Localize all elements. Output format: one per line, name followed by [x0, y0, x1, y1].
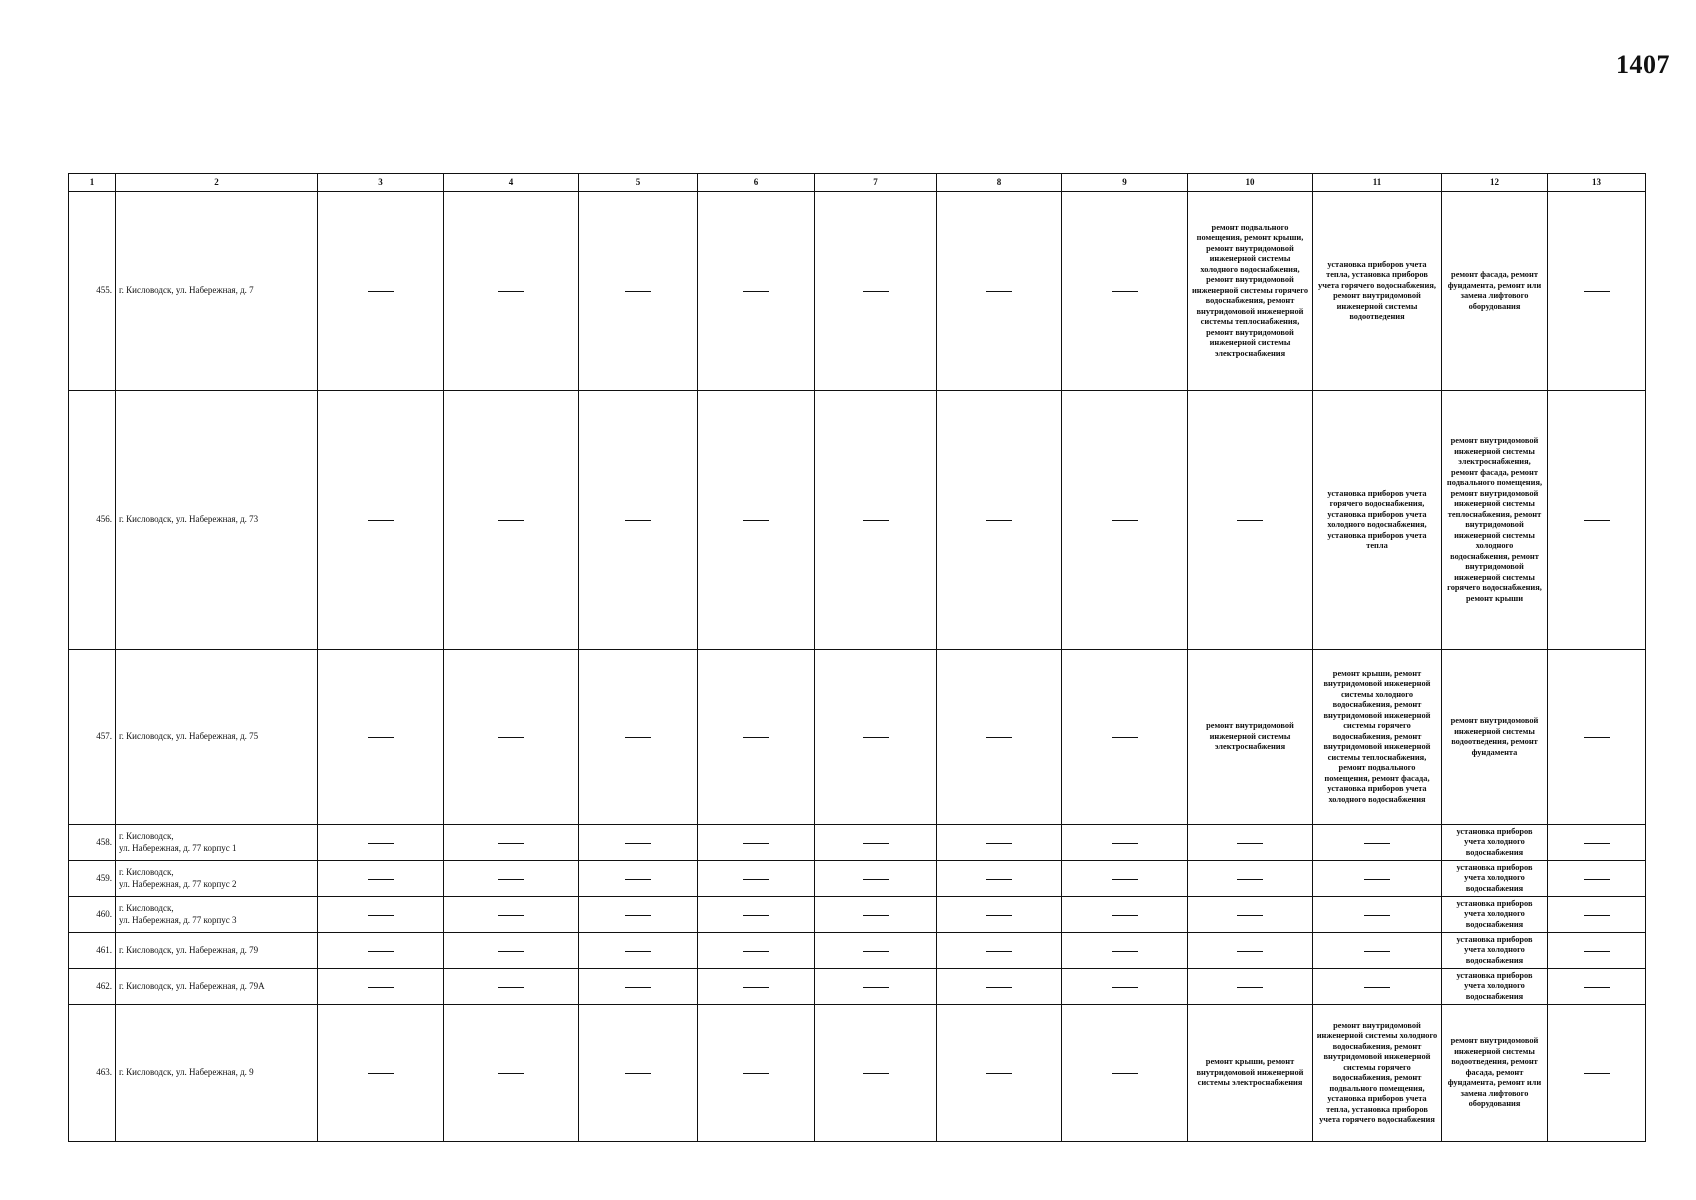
empty-cell [698, 825, 815, 861]
empty-cell [318, 933, 444, 969]
address-line: г. Кисловодск, [119, 830, 174, 841]
address-cell: г. Кисловодск, ул. Набережная, д. 79А [116, 969, 318, 1005]
dash-mark [986, 291, 1012, 292]
empty-cell [937, 391, 1062, 650]
empty-cell [579, 1005, 698, 1142]
dash-mark [368, 843, 394, 844]
row-number: 460. [69, 897, 116, 933]
address-cell: г. Кисловодск, ул. Набережная, д. 75 [116, 650, 318, 825]
dash-mark [625, 291, 651, 292]
empty-cell [698, 861, 815, 897]
dash-mark [743, 520, 769, 521]
dash-mark [368, 879, 394, 880]
empty-cell [1062, 969, 1188, 1005]
table-row [69, 825, 1646, 861]
address-cell: г. Кисловодск, ул. Набережная, д. 73 [116, 391, 318, 650]
dash-mark [1112, 951, 1138, 952]
dash-mark [625, 1073, 651, 1074]
empty-cell [1548, 897, 1646, 933]
empty-cell [815, 1005, 937, 1142]
table-row [69, 897, 1646, 933]
dash-mark [743, 951, 769, 952]
table-row [69, 969, 1646, 1005]
dash-mark [1112, 291, 1138, 292]
dash-mark [625, 843, 651, 844]
empty-cell [579, 391, 698, 650]
empty-cell [815, 969, 937, 1005]
dash-mark [1112, 987, 1138, 988]
empty-cell [937, 969, 1062, 1005]
address-line: ул. Набережная, д. 77 корпус 3 [119, 914, 237, 925]
dash-mark [863, 843, 889, 844]
empty-cell [937, 650, 1062, 825]
empty-cell [579, 969, 698, 1005]
empty-cell [444, 650, 579, 825]
dash-mark [1237, 879, 1263, 880]
table-row [69, 192, 1646, 391]
empty-cell [579, 825, 698, 861]
works-cell-col10: ремонт подвального помещения, ремонт крыши, ремонт внутридомовой инженерной системы холодного водоснабжения, ремонт внутридомовой инженерной системы горячего водоснабжения, ремонт внутридомовой инженерной системы теплоснабжения, ремонт внутридомовой инженерной системы электроснабжения [1188, 192, 1313, 391]
dash-mark [1584, 951, 1610, 952]
empty-cell [1548, 650, 1646, 825]
column-header: 9 [1062, 174, 1188, 192]
dash-mark [863, 1073, 889, 1074]
dash-mark [1237, 843, 1263, 844]
dash-mark [498, 915, 524, 916]
dash-mark [986, 915, 1012, 916]
works-cell-col12: установка приборов учета холодного водоснабжения [1442, 969, 1548, 1005]
empty-cell [815, 861, 937, 897]
table-row [69, 650, 1646, 825]
dash-mark [368, 520, 394, 521]
dash-mark [625, 879, 651, 880]
row-number: 461. [69, 933, 116, 969]
dash-mark [1584, 737, 1610, 738]
empty-cell [318, 650, 444, 825]
empty-cell [1548, 825, 1646, 861]
empty-cell [579, 861, 698, 897]
dash-mark [863, 879, 889, 880]
empty-cell [318, 897, 444, 933]
empty-cell [937, 825, 1062, 861]
dash-mark [1237, 951, 1263, 952]
empty-cell [1062, 897, 1188, 933]
address-line: ул. Набережная, д. 77 корпус 1 [119, 842, 237, 853]
column-header: 2 [116, 174, 318, 192]
dash-mark [863, 987, 889, 988]
dash-mark [1584, 1073, 1610, 1074]
row-number: 457. [69, 650, 116, 825]
dash-mark [368, 291, 394, 292]
empty-cell [579, 192, 698, 391]
dash-mark [863, 951, 889, 952]
dash-mark [743, 1073, 769, 1074]
row-number: 455. [69, 192, 116, 391]
empty-cell [1188, 861, 1313, 897]
empty-cell [579, 650, 698, 825]
row-number: 458. [69, 825, 116, 861]
column-header: 6 [698, 174, 815, 192]
dash-mark [1584, 843, 1610, 844]
dash-mark [625, 520, 651, 521]
empty-cell [937, 192, 1062, 391]
empty-cell [444, 391, 579, 650]
empty-cell [937, 861, 1062, 897]
empty-cell [1062, 933, 1188, 969]
empty-cell [1548, 1005, 1646, 1142]
address-line: г. Кисловодск, [119, 902, 174, 913]
dash-mark [743, 987, 769, 988]
address-cell [116, 861, 318, 897]
empty-cell [1548, 192, 1646, 391]
dash-mark [625, 951, 651, 952]
dash-mark [986, 951, 1012, 952]
empty-cell [1062, 861, 1188, 897]
dash-mark [1584, 915, 1610, 916]
dash-mark [1237, 520, 1263, 521]
dash-mark [1364, 951, 1390, 952]
empty-cell [1313, 933, 1442, 969]
dash-mark [368, 987, 394, 988]
works-cell-col10: ремонт крыши, ремонт внутридомовой инженерной системы электроснабжения [1188, 1005, 1313, 1142]
dash-mark [498, 843, 524, 844]
dash-mark [986, 843, 1012, 844]
address-cell [116, 825, 318, 861]
column-header: 1 [69, 174, 116, 192]
dash-mark [1237, 987, 1263, 988]
column-header: 8 [937, 174, 1062, 192]
empty-cell [444, 897, 579, 933]
empty-cell [1313, 969, 1442, 1005]
dash-mark [1112, 1073, 1138, 1074]
table-row [69, 1005, 1646, 1142]
empty-cell [1313, 897, 1442, 933]
row-number: 463. [69, 1005, 116, 1142]
column-header: 12 [1442, 174, 1548, 192]
dash-mark [498, 520, 524, 521]
column-header: 13 [1548, 174, 1646, 192]
dash-mark [743, 915, 769, 916]
table-row [69, 391, 1646, 650]
empty-cell [698, 650, 815, 825]
empty-cell [1313, 861, 1442, 897]
dash-mark [863, 737, 889, 738]
address-cell [116, 897, 318, 933]
empty-cell [1062, 391, 1188, 650]
empty-cell [1188, 933, 1313, 969]
empty-cell [937, 933, 1062, 969]
dash-mark [498, 987, 524, 988]
row-number: 456. [69, 391, 116, 650]
empty-cell [815, 391, 937, 650]
works-cell-col11: установка приборов учета горячего водоснабжения, установка приборов учета холодного водоснабжения, установка приборов учета тепла [1313, 391, 1442, 650]
empty-cell [318, 391, 444, 650]
column-header: 11 [1313, 174, 1442, 192]
dash-mark [863, 291, 889, 292]
dash-mark [1237, 915, 1263, 916]
empty-cell [444, 192, 579, 391]
dash-mark [743, 879, 769, 880]
works-cell-col12: ремонт внутридомовой инженерной системы водоотведения, ремонт фундамента [1442, 650, 1548, 825]
empty-cell [579, 933, 698, 969]
dash-mark [743, 737, 769, 738]
dash-mark [1364, 843, 1390, 844]
dash-mark [498, 1073, 524, 1074]
dash-mark [368, 915, 394, 916]
table-row [69, 933, 1646, 969]
column-header: 3 [318, 174, 444, 192]
address-cell: г. Кисловодск, ул. Набережная, д. 9 [116, 1005, 318, 1142]
empty-cell [698, 391, 815, 650]
address-line: г. Кисловодск, [119, 866, 174, 877]
dash-mark [368, 737, 394, 738]
empty-cell [444, 1005, 579, 1142]
empty-cell [318, 861, 444, 897]
dash-mark [625, 915, 651, 916]
empty-cell [318, 192, 444, 391]
empty-cell [1188, 969, 1313, 1005]
works-cell-col11: ремонт крыши, ремонт внутридомовой инженерной системы холодного водоснабжения, ремонт внутридомовой инженерной системы горячего водоснабжения, ремонт внутридомовой инженерной системы теплоснабжения, ремонт подвального помещения, ремонт фасада, установка приборов учета холодного водоснабжения [1313, 650, 1442, 825]
dash-mark [1112, 879, 1138, 880]
dash-mark [1112, 915, 1138, 916]
row-number: 462. [69, 969, 116, 1005]
dash-mark [986, 879, 1012, 880]
works-cell-col11: ремонт внутридомовой инженерной системы холодного водоснабжения, ремонт внутридомовой инженерной системы горячего водоснабжения, ремонт подвального помещения, установка приборов учета тепла, установка приборов учета горячего водоснабжения [1313, 1005, 1442, 1142]
dash-mark [986, 1073, 1012, 1074]
repair-plan-table [68, 173, 1646, 1142]
table-row [69, 861, 1646, 897]
dash-mark [498, 951, 524, 952]
dash-mark [1584, 520, 1610, 521]
empty-cell [1548, 969, 1646, 1005]
empty-cell [1062, 650, 1188, 825]
empty-cell [1548, 861, 1646, 897]
empty-cell [698, 933, 815, 969]
empty-cell [698, 192, 815, 391]
dash-mark [1584, 291, 1610, 292]
dash-mark [863, 520, 889, 521]
dash-mark [986, 987, 1012, 988]
empty-cell [1548, 391, 1646, 650]
dash-mark [1112, 843, 1138, 844]
empty-cell [698, 969, 815, 1005]
empty-cell [1062, 825, 1188, 861]
address-cell: г. Кисловодск, ул. Набережная, д. 79 [116, 933, 318, 969]
empty-cell [579, 897, 698, 933]
dash-mark [625, 987, 651, 988]
empty-cell [444, 861, 579, 897]
dash-mark [1584, 987, 1610, 988]
address-line: ул. Набережная, д. 77 корпус 2 [119, 878, 237, 889]
dash-mark [986, 520, 1012, 521]
empty-cell [318, 825, 444, 861]
empty-cell [444, 825, 579, 861]
works-cell-col12: ремонт внутридомовой инженерной системы электроснабжения, ремонт фасада, ремонт подвального помещения, ремонт внутридомовой инженерной системы теплоснабжения, ремонт внутридомовой инженерной системы холодного водоснабжения, ремонт внутридомовой инженерной системы горячего водоснабжения, ремонт крыши [1442, 391, 1548, 650]
works-cell-col12: ремонт фасада, ремонт фундамента, ремонт или замена лифтового оборудования [1442, 192, 1548, 391]
empty-cell [937, 897, 1062, 933]
empty-cell [444, 969, 579, 1005]
works-cell-col11: установка приборов учета тепла, установка приборов учета горячего водоснабжения, ремонт внутридомовой инженерной системы водоотведения [1313, 192, 1442, 391]
empty-cell [815, 933, 937, 969]
empty-cell [1188, 897, 1313, 933]
dash-mark [498, 879, 524, 880]
empty-cell [815, 192, 937, 391]
page-number: 1407 [1616, 50, 1670, 79]
dash-mark [743, 291, 769, 292]
empty-cell [1062, 192, 1188, 391]
works-cell-col12: установка приборов учета холодного водоснабжения [1442, 933, 1548, 969]
empty-cell [1188, 391, 1313, 650]
address-cell: г. Кисловодск, ул. Набережная, д. 7 [116, 192, 318, 391]
row-number: 459. [69, 861, 116, 897]
dash-mark [1584, 879, 1610, 880]
works-cell-col12: установка приборов учета холодного водоснабжения [1442, 825, 1548, 861]
dash-mark [743, 843, 769, 844]
dash-mark [1112, 737, 1138, 738]
works-cell-col12: установка приборов учета холодного водоснабжения [1442, 861, 1548, 897]
column-header: 5 [579, 174, 698, 192]
works-cell-col10: ремонт внутридомовой инженерной системы электроснабжения [1188, 650, 1313, 825]
column-header: 10 [1188, 174, 1313, 192]
dash-mark [1112, 520, 1138, 521]
dash-mark [368, 1073, 394, 1074]
dash-mark [986, 737, 1012, 738]
dash-mark [368, 951, 394, 952]
empty-cell [937, 1005, 1062, 1142]
dash-mark [863, 915, 889, 916]
dash-mark [1364, 879, 1390, 880]
empty-cell [1548, 933, 1646, 969]
column-header: 4 [444, 174, 579, 192]
empty-cell [698, 1005, 815, 1142]
empty-cell [815, 897, 937, 933]
empty-cell [1188, 825, 1313, 861]
works-cell-col12: ремонт внутридомовой инженерной системы водоотведения, ремонт фасада, ремонт фундамента, ремонт или замена лифтового оборудования [1442, 1005, 1548, 1142]
empty-cell [444, 933, 579, 969]
empty-cell [1062, 1005, 1188, 1142]
works-cell-col12: установка приборов учета холодного водоснабжения [1442, 897, 1548, 933]
dash-mark [498, 291, 524, 292]
dash-mark [625, 737, 651, 738]
empty-cell [1313, 825, 1442, 861]
empty-cell [318, 969, 444, 1005]
empty-cell [815, 650, 937, 825]
empty-cell [698, 897, 815, 933]
dash-mark [1364, 987, 1390, 988]
empty-cell [318, 1005, 444, 1142]
dash-mark [1364, 915, 1390, 916]
empty-cell [815, 825, 937, 861]
column-header: 7 [815, 174, 937, 192]
dash-mark [498, 737, 524, 738]
column-number-row [69, 174, 1646, 192]
